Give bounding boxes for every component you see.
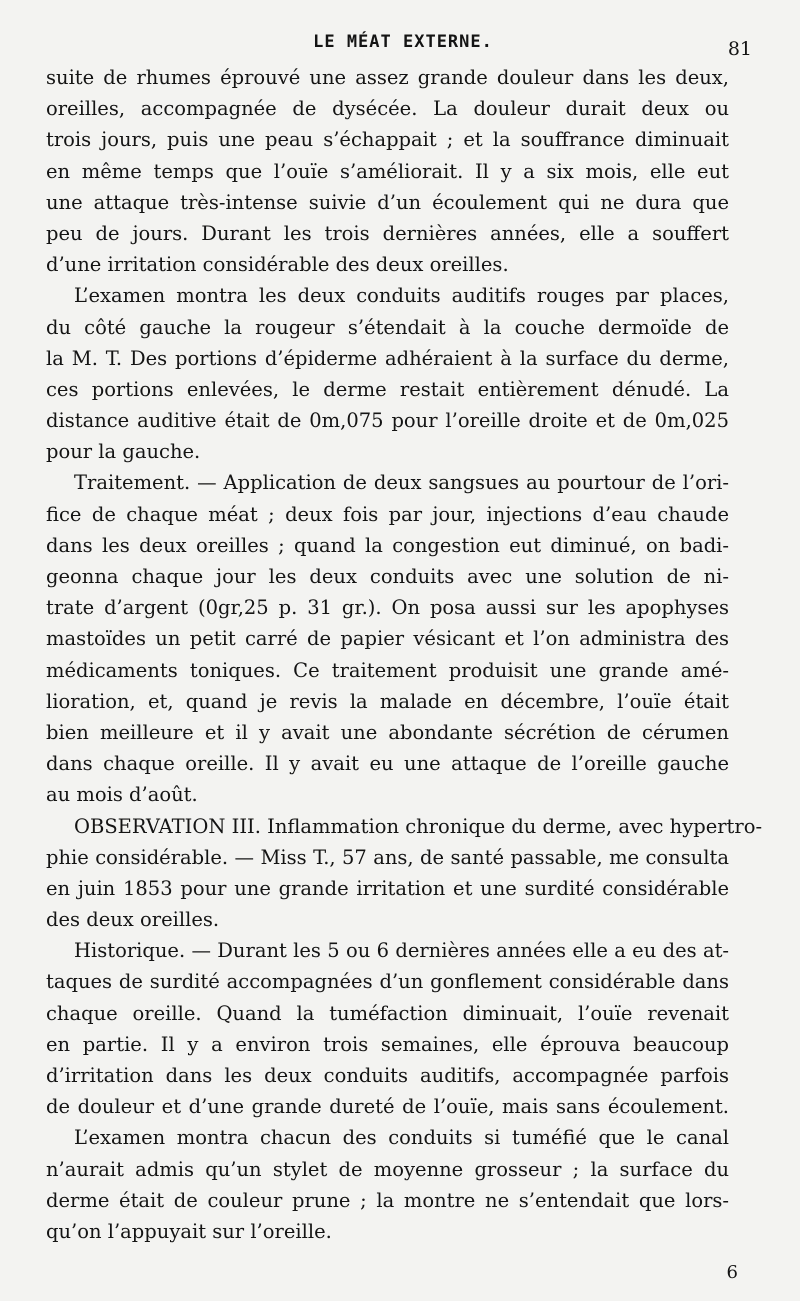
text-line: une attaque très-intense suivie d’un écoulement qui ne dura que xyxy=(46,190,729,214)
text-line: médicaments toniques. Ce traitement produisit une grande amé- xyxy=(46,658,729,682)
body-text xyxy=(46,62,763,1247)
text-line: L’examen montra chacun des conduits si tuméfié que le canal xyxy=(74,1126,729,1150)
text-line: des deux oreilles. xyxy=(46,908,220,932)
text-line: n’aurait admis qu’un stylet de moyenne grosseur ; la surface du xyxy=(46,1157,729,1181)
text-line: du côté gauche la rougeur s’étendait à la couche dermoïde de xyxy=(46,315,729,339)
text-line: geonna chaque jour les deux conduits avec une solution de ni- xyxy=(46,565,729,588)
text-line: bien meilleure et il y avait une abondante sécrétion de cérumen xyxy=(46,720,729,744)
text-line: suite de rhumes éprouvé une assez grande douleur dans les deux, xyxy=(46,66,729,89)
text-line: la M. T. Des portions d’épiderme adhéraient à la surface du derme, xyxy=(46,346,729,370)
running-title: LE MÉAT EXTERNE. xyxy=(313,32,493,52)
text-line: d’irritation dans les deux conduits auditifs, accompagnée parfois xyxy=(46,1064,729,1087)
page-number: 81 xyxy=(727,38,752,60)
text-line: chaque oreille. Quand la tuméfaction diminuait, l’ouïe revenait xyxy=(46,1001,729,1025)
text-line: fice de chaque méat ; deux fois par jour, injections d’eau chaude xyxy=(46,502,729,526)
text-line: mastoïdes un petit carré de papier vésicant et l’on administra des xyxy=(46,627,729,651)
text-line: pour la gauche. xyxy=(46,440,201,464)
text-line: en partie. Il y a environ trois semaines, elle éprouva beaucoup xyxy=(46,1032,729,1056)
text-line: lioration, et, quand je revis la malade en décembre, l’ouïe était xyxy=(46,689,729,713)
text-line: trois jours, puis une peau s’échappait ; et la souffrance diminuait xyxy=(46,128,729,152)
text-line: en juin 1853 pour une grande irritation et une surdité considérable xyxy=(46,876,729,900)
page-header xyxy=(46,26,760,60)
text-line: Traitement. — Application de deux sangsues au pourtour de l’ori- xyxy=(74,471,729,495)
text-line: dans chaque oreille. Il y avait eu une attaque de l’oreille gauche xyxy=(46,752,729,776)
text-line: ces portions enlevées, le derme restait entièrement dénudé. La xyxy=(46,377,729,401)
signature-mark: 6 xyxy=(726,1262,738,1283)
text-line: OBSERVATION III. Inflammation chronique du derme, avec hypertro- xyxy=(74,814,763,838)
text-line: de douleur et d’une grande dureté de l’ouïe, mais sans écoulement. xyxy=(46,1095,729,1119)
text-line: peu de jours. Durant les trois dernières années, elle a souffert xyxy=(46,221,729,245)
text-line: L’examen montra les deux conduits auditifs rouges par places, xyxy=(74,284,729,308)
text-line: d’une irritation considérable des deux oreilles. xyxy=(46,253,509,277)
text-line: dans les deux oreilles ; quand la congestion eut diminué, on badi- xyxy=(46,533,729,557)
text-line: au mois d’août. xyxy=(46,783,198,807)
text-line: trate d’argent (0gr,25 p. 31 gr.). On posa aussi sur les apophyses xyxy=(46,596,729,620)
text-line: oreilles, accompagnée de dysécée. La douleur durait deux ou xyxy=(46,97,729,121)
text-line: en même temps que l’ouïe s’améliorait. Il y a six mois, elle eut xyxy=(46,159,729,183)
text-line: qu’on l’appuyait sur l’oreille. xyxy=(46,1219,332,1243)
text-line: derme était de couleur prune ; la montre ne s’entendait que lors- xyxy=(46,1188,729,1212)
text-line: taques de surdité accompagnées d’un gonflement considérable dans xyxy=(46,970,729,994)
text-line: Historique. — Durant les 5 ou 6 dernières années elle a eu des at- xyxy=(74,939,729,963)
text-line: phie considérable. — Miss T., 57 ans, de santé passable, me consulta xyxy=(46,845,729,869)
text-line: distance auditive était de 0m,075 pour l’oreille droite et de 0m,025 xyxy=(46,409,729,433)
